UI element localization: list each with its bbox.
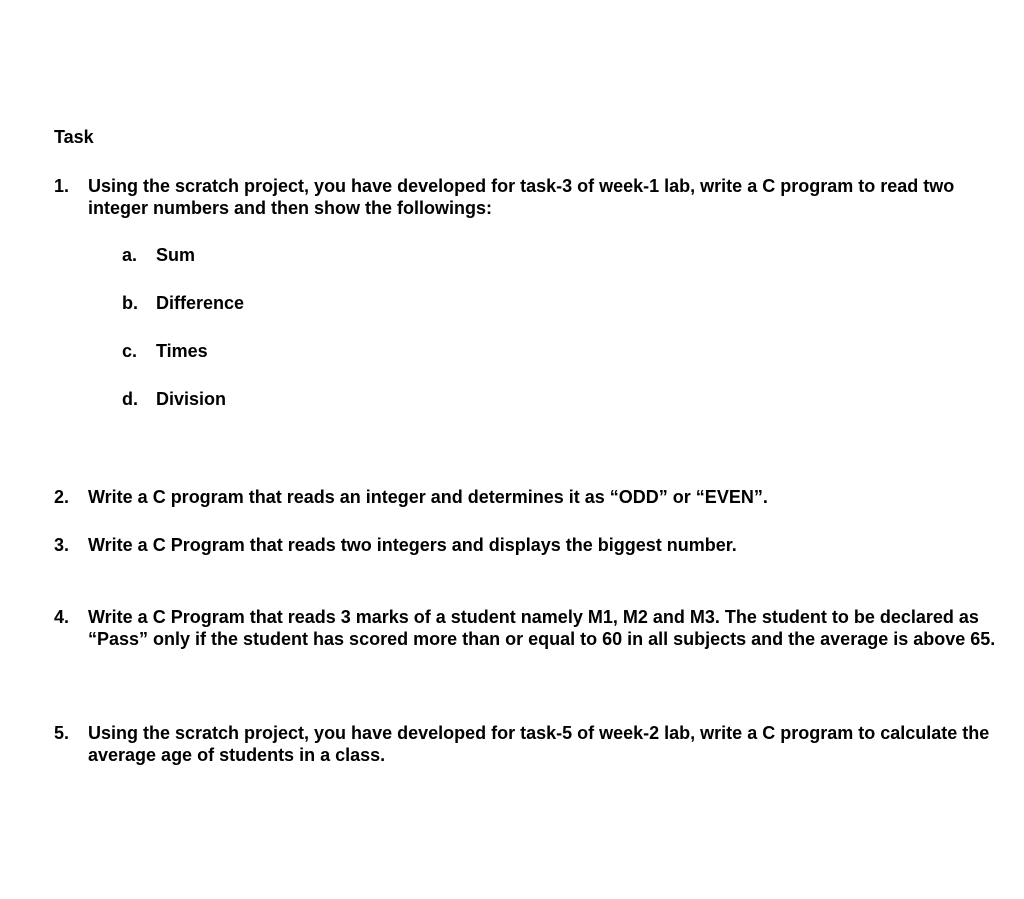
task-text: Using the scratch project, you have developed for task-5 of week-2 lab, write a C program to calculate the average age of students in a class. <box>88 723 990 765</box>
task-number: 3. <box>54 535 70 555</box>
subitem-letter: b. <box>122 293 138 313</box>
task-text: Write a C program that reads an integer and determines it as “ODD” or “EVEN”. <box>88 487 768 507</box>
task-number: 5. <box>54 723 70 743</box>
subitem-label: Times <box>156 341 208 361</box>
task-number: 4. <box>54 607 70 627</box>
task-number: 2. <box>54 487 70 507</box>
subitem-letter: d. <box>122 389 138 409</box>
subitem-letter: c. <box>122 341 138 361</box>
subitem-label: Difference <box>156 293 245 313</box>
task-text: Using the scratch project, you have developed for task-3 of week-1 lab, write a C program to read two integer numbers and then show the followings: <box>88 176 955 218</box>
subitem-label: Sum <box>156 245 196 265</box>
task-heading: Task <box>54 127 94 147</box>
task-text: Write a C Program that reads two integers and displays the biggest number. <box>88 535 737 555</box>
subitem-label: Division <box>156 389 227 409</box>
task-text: Write a C Program that reads 3 marks of a student namely M1, M2 and M3. The student to be declared as “Pass” only if the student has scored more than or equal to 60 in all subjects and the average is above 65. <box>88 607 996 649</box>
subitem-letter: a. <box>122 245 138 265</box>
task-number: 1. <box>54 176 70 196</box>
